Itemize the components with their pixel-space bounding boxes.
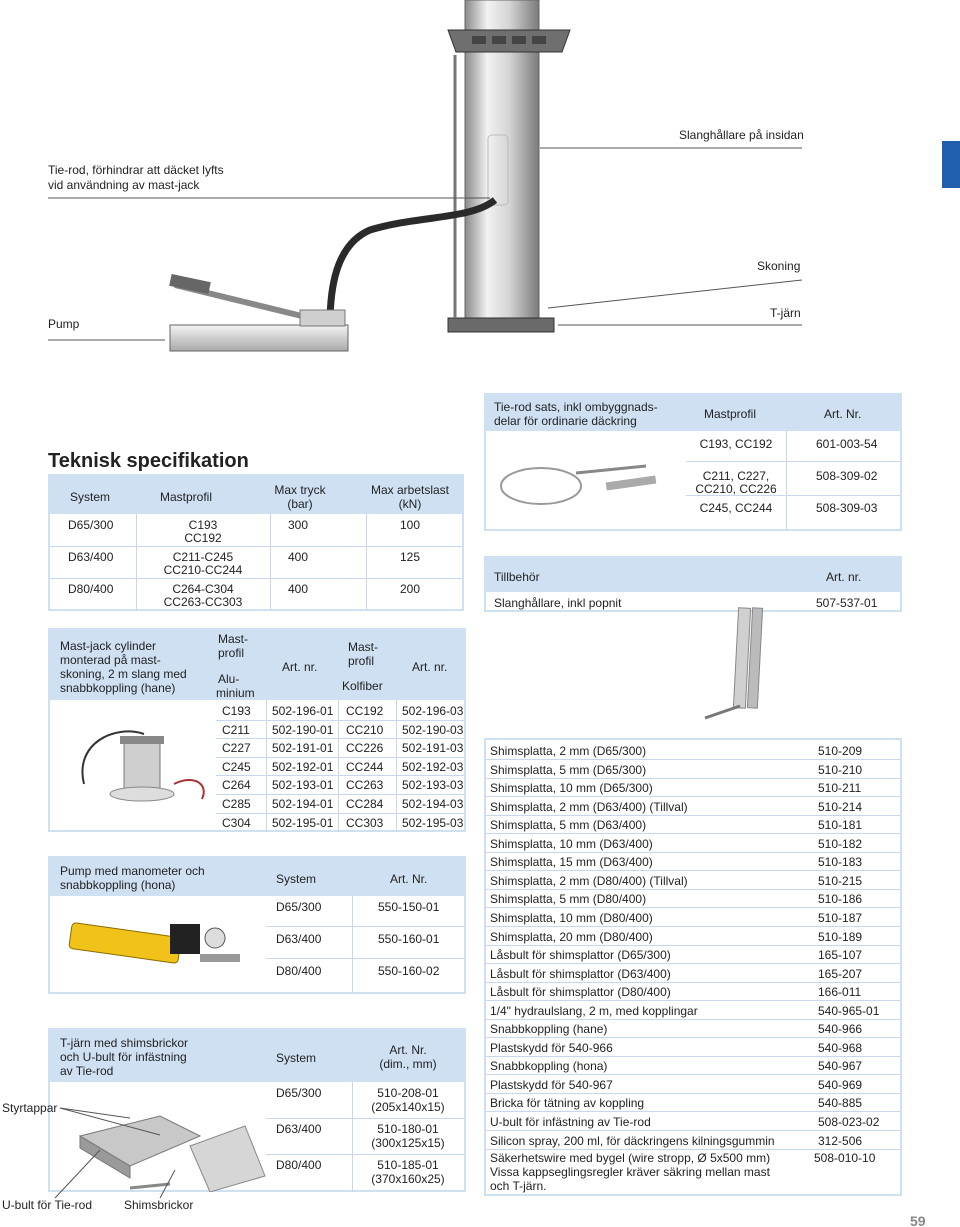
mastjack-header-art1: Art. nr.: [282, 660, 318, 674]
spec-header-last-unit: (kN): [398, 497, 422, 511]
label-tierod-2: vid användning av mast-jack: [48, 178, 200, 192]
page-number: 59: [910, 1213, 926, 1227]
parts-art: 312-506: [818, 1133, 863, 1148]
parts-name: Låsbult för shimsplattor (D65/300): [490, 948, 671, 963]
parts-name: Snabbkoppling (hane): [490, 1022, 608, 1037]
mastjack-cell: 502-191-01: [272, 741, 334, 756]
mastjack-cell: 502-194-01: [272, 797, 334, 811]
tierod-row-mast: C211, C227,: [702, 469, 770, 483]
tjarn-row-art: 510-208-01: [377, 1086, 439, 1100]
tierod-row-art: 601-003-54: [816, 437, 878, 451]
mastjack-header-mast-kol-2: profil: [348, 654, 375, 668]
tjarn-row-system: D63/400: [276, 1122, 322, 1136]
parts-name: Shimsplatta, 20 mm (D80/400): [490, 929, 653, 944]
mastjack-image: [74, 714, 214, 814]
tjarn-row-system: D80/400: [276, 1158, 322, 1172]
spec-row-mast2: CC210-CC244: [163, 563, 243, 577]
pump-row-system: D80/400: [276, 964, 322, 978]
mastjack-cell: 502-195-01: [272, 815, 334, 830]
parts-name: Shimsplatta, 10 mm (D63/400): [490, 836, 653, 851]
mastjack-cell: CC244: [346, 759, 384, 774]
parts-art: 510-211: [818, 781, 862, 796]
parts-name: Plastskydd för 540-967: [490, 1077, 613, 1092]
mastjack-cell: 502-193-01: [272, 778, 334, 793]
mastjack-cell: 502-190-03: [402, 722, 464, 737]
parts-name: Silicon spray, 200 ml, för däckringens kilningsgummin: [490, 1133, 775, 1148]
pump-row-art: 550-150-01: [378, 900, 440, 914]
parts-art: 510-215: [818, 873, 863, 888]
spec-row-tryck: 400: [288, 582, 309, 596]
mastjack-cell: 502-191-03: [402, 741, 464, 756]
spec-row-mast2: CC192: [184, 531, 222, 545]
parts-art: 166-011: [818, 985, 862, 1000]
parts-name: Shimsplatta, 2 mm (D63/400) (Tillval): [490, 799, 688, 814]
spec-header-tryck-unit: (bar): [287, 497, 313, 511]
parts-name: Låsbult för shimsplattor (D80/400): [490, 985, 671, 1000]
spec-row-mast2: CC263-CC303: [163, 595, 243, 609]
tierod-kit-image: [496, 451, 676, 521]
pump-title-2: snabbkoppling (hona): [60, 878, 176, 892]
parts-name: Shimsplatta, 10 mm (D80/400): [490, 910, 653, 925]
mastjack-title: Mast-jack cylinder: [60, 639, 157, 653]
tierod-title: Tie-rod sats, inkl ombyggnads-: [494, 400, 658, 414]
spec-row-mast: C264-C304: [172, 582, 234, 596]
spec-header-tryck: Max tryck: [274, 483, 326, 497]
spec-row-last: 100: [400, 518, 421, 532]
mastjack-cell: 502-196-01: [272, 704, 334, 718]
label-styrtappar: Styrtappar: [2, 1101, 58, 1115]
label-slanghallare-insidan: Slanghållare på insidan: [679, 128, 804, 142]
mastjack-cell: CC284: [346, 797, 384, 811]
mastjack-cell: C304: [222, 815, 251, 830]
parts-art: 508-023-02: [818, 1115, 880, 1129]
pump-row-art: 550-160-02: [378, 964, 440, 978]
spec-row-mast: C193: [188, 518, 218, 532]
tjarn-row-art: 510-185-01: [377, 1158, 439, 1172]
parts-art: 510-209: [818, 744, 863, 758]
spec-header-last: Max arbetslast: [370, 483, 450, 497]
parts-table: [484, 738, 902, 1196]
tillbehor-header-art: Art. nr.: [826, 570, 862, 584]
tjarn-header-art: Art. Nr.: [389, 1043, 427, 1057]
tierod-title-2: delar för ordinarie däckring: [494, 414, 637, 428]
tierod-header-art: Art. Nr.: [824, 407, 862, 421]
pump-image: [60, 902, 260, 988]
tillbehor-art: 507-537-01: [816, 596, 878, 610]
tjarn-header-system: System: [276, 1051, 317, 1065]
label-shimsbrickor: Shimsbrickor: [124, 1198, 194, 1212]
spec-row-system: D63/400: [68, 550, 114, 564]
mastjack-header-mast-alu-3: Alu-: [218, 672, 240, 686]
parts-last-art: 508-010-10: [814, 1151, 876, 1165]
mastjack-cell: C211: [222, 722, 250, 737]
parts-art: 510-210: [818, 762, 863, 777]
mastjack-cell: CC192: [346, 704, 384, 718]
label-skoning: Skoning: [757, 259, 801, 273]
parts-name: Låsbult för shimsplattor (D63/400): [490, 966, 671, 981]
parts-name: Shimsplatta, 10 mm (D65/300): [490, 781, 653, 796]
mastjack-title-2: monterad på mast-: [60, 653, 161, 667]
spec-header-system: System: [70, 490, 111, 504]
parts-art: 540-966: [818, 1022, 863, 1037]
spec-row-last: 125: [400, 550, 421, 564]
mastjack-cell: 502-195-03: [402, 815, 464, 830]
mastjack-header-mast-alu-2: profil: [218, 646, 245, 660]
parts-name: Shimsplatta, 5 mm (D65/300): [490, 762, 647, 777]
parts-name: Shimsplatta, 2 mm (D80/400) (Tillval): [490, 873, 688, 888]
tierod-header-mast: Mastprofil: [704, 407, 757, 421]
tjarn-title-2: och U-bult för infästning: [60, 1050, 187, 1064]
mastjack-cell: C227: [222, 741, 251, 756]
mastjack-header-art2: Art. nr.: [412, 660, 448, 674]
parts-name: Shimsplatta, 5 mm (D63/400): [490, 818, 647, 833]
mastjack-header-mast-alu: Mast-: [218, 632, 248, 646]
mastjack-header-mast-kol: Mast-: [348, 640, 378, 654]
mastjack-cell: 502-193-03: [402, 778, 464, 793]
label-ubult: U-bult för Tie-rod: [2, 1198, 93, 1212]
spec-row-tryck: 400: [288, 550, 309, 564]
parts-art: 510-182: [818, 836, 863, 851]
tierod-row-art: 508-309-02: [816, 469, 878, 483]
tjarn-title-3: av Tie-rod: [60, 1064, 114, 1078]
tjarn-row-dim: (370x160x25): [371, 1172, 445, 1186]
pump-row-system: D63/400: [276, 932, 322, 946]
parts-last-name-3: och T-järn.: [490, 1179, 547, 1193]
pump-row-system: D65/300: [276, 900, 322, 914]
spec-row-tryck: 300: [288, 518, 309, 532]
parts-art: 165-207: [818, 966, 863, 981]
mastjack-cell: CC263: [346, 778, 384, 793]
tillbehor-item: Slanghållare, inkl popnit: [494, 596, 622, 610]
pump-header-art: Art. Nr.: [390, 872, 428, 886]
parts-art: 510-189: [818, 929, 863, 944]
parts-art: 510-183: [818, 855, 863, 870]
parts-art: 510-214: [818, 799, 863, 814]
spec-row-system: D80/400: [68, 582, 114, 596]
mastjack-cell: C245: [222, 759, 251, 774]
mastjack-cell: CC303: [346, 815, 384, 830]
pump-header-system: System: [276, 872, 317, 886]
parts-name: Snabbkoppling (hona): [490, 1059, 608, 1074]
tierod-row-mast: C245, CC244: [699, 501, 773, 515]
tierod-sats-table: [484, 393, 902, 531]
tjarn-row-art: 510-180-01: [377, 1122, 439, 1136]
tillbehor-table: [484, 556, 902, 612]
label-tjarn: T-järn: [770, 306, 801, 320]
parts-last-name-2: Vissa kappseglingsregler kräver säkring mellan mast: [490, 1165, 770, 1179]
mastjack-table: [48, 628, 466, 832]
parts-art: 540-965-01: [818, 1003, 880, 1018]
mastjack-title-3: skoning, 2 m slang med: [60, 667, 187, 681]
mastjack-cell: 502-196-03: [402, 704, 464, 718]
parts-name: Plastskydd för 540-966: [490, 1040, 613, 1055]
parts-art: 540-885: [818, 1096, 863, 1111]
parts-art: 165-107: [818, 948, 863, 963]
mastjack-cell: C285: [222, 797, 251, 811]
parts-name: U-bult för infästning av Tie-rod: [490, 1115, 651, 1129]
tierod-row-art: 508-309-03: [816, 501, 878, 515]
tjarn-row-dim: (205x140x15): [371, 1100, 445, 1114]
parts-art: 540-969: [818, 1077, 863, 1092]
parts-art: 540-967: [818, 1059, 863, 1074]
mastjack-title-4: snabbkoppling (hane): [60, 681, 176, 695]
tierod-row-mast2: CC210, CC226: [695, 482, 777, 496]
pump-table: [48, 856, 466, 994]
page-title: Teknisk specifikation: [48, 450, 249, 472]
slanghallare-image: [700, 600, 780, 730]
blue-tab: [942, 141, 960, 188]
parts-art: 510-186: [818, 892, 863, 907]
mastjack-header-mast-kol-3: Kolfiber: [342, 679, 383, 693]
mastjack-cell: 502-192-03: [402, 759, 464, 774]
parts-name: Shimsplatta, 2 mm (D65/300): [490, 744, 647, 758]
tillbehor-title: Tillbehör: [494, 570, 540, 584]
parts-name: Bricka för tätning av koppling: [490, 1096, 645, 1111]
mastjack-cell: 502-190-01: [272, 722, 334, 737]
pump-title: Pump med manometer och: [60, 864, 205, 878]
spec-row-system: D65/300: [68, 518, 114, 532]
parts-art: 510-187: [818, 910, 863, 925]
tierod-row-mast: C193, CC192: [699, 437, 773, 451]
mastjack-cell: 502-194-03: [402, 797, 464, 811]
label-pump: Pump: [48, 317, 80, 331]
tjarn-row-system: D65/300: [276, 1086, 322, 1100]
parts-name: Shimsplatta, 5 mm (D80/400): [490, 892, 647, 907]
mastjack-cell: C264: [222, 778, 251, 793]
spec-table: [48, 474, 464, 611]
pump-row-art: 550-160-01: [378, 932, 440, 946]
label-tierod: Tie-rod, förhindrar att däcket lyfts: [48, 163, 224, 177]
spec-row-last: 200: [400, 582, 421, 596]
spec-header-mastprofil: Mastprofil: [160, 490, 213, 504]
parts-art: 540-968: [818, 1040, 863, 1055]
mastjack-header-mast-alu-4: minium: [216, 686, 255, 700]
tjarn-header-art-2: (dim., mm): [379, 1057, 437, 1071]
mastjack-cell: 502-192-01: [272, 759, 334, 774]
parts-name: 1/4" hydraulslang, 2 m, med kopplingar: [490, 1003, 698, 1018]
parts-name: Shimsplatta, 15 mm (D63/400): [490, 855, 653, 870]
mastjack-cell: CC210: [346, 722, 384, 737]
spec-row-mast: C211-C245: [172, 550, 234, 564]
parts-last-name: Säkerhetswire med bygel (wire stropp, Ø 5x500 mm): [490, 1151, 771, 1165]
parts-art: 510-181: [818, 818, 863, 833]
tjarn-title: T-järn med shimsbrickor: [60, 1036, 189, 1050]
mastjack-cell: CC226: [346, 741, 384, 756]
tjarn-row-dim: (300x125x15): [371, 1136, 445, 1150]
mastjack-cell: C193: [222, 704, 251, 718]
